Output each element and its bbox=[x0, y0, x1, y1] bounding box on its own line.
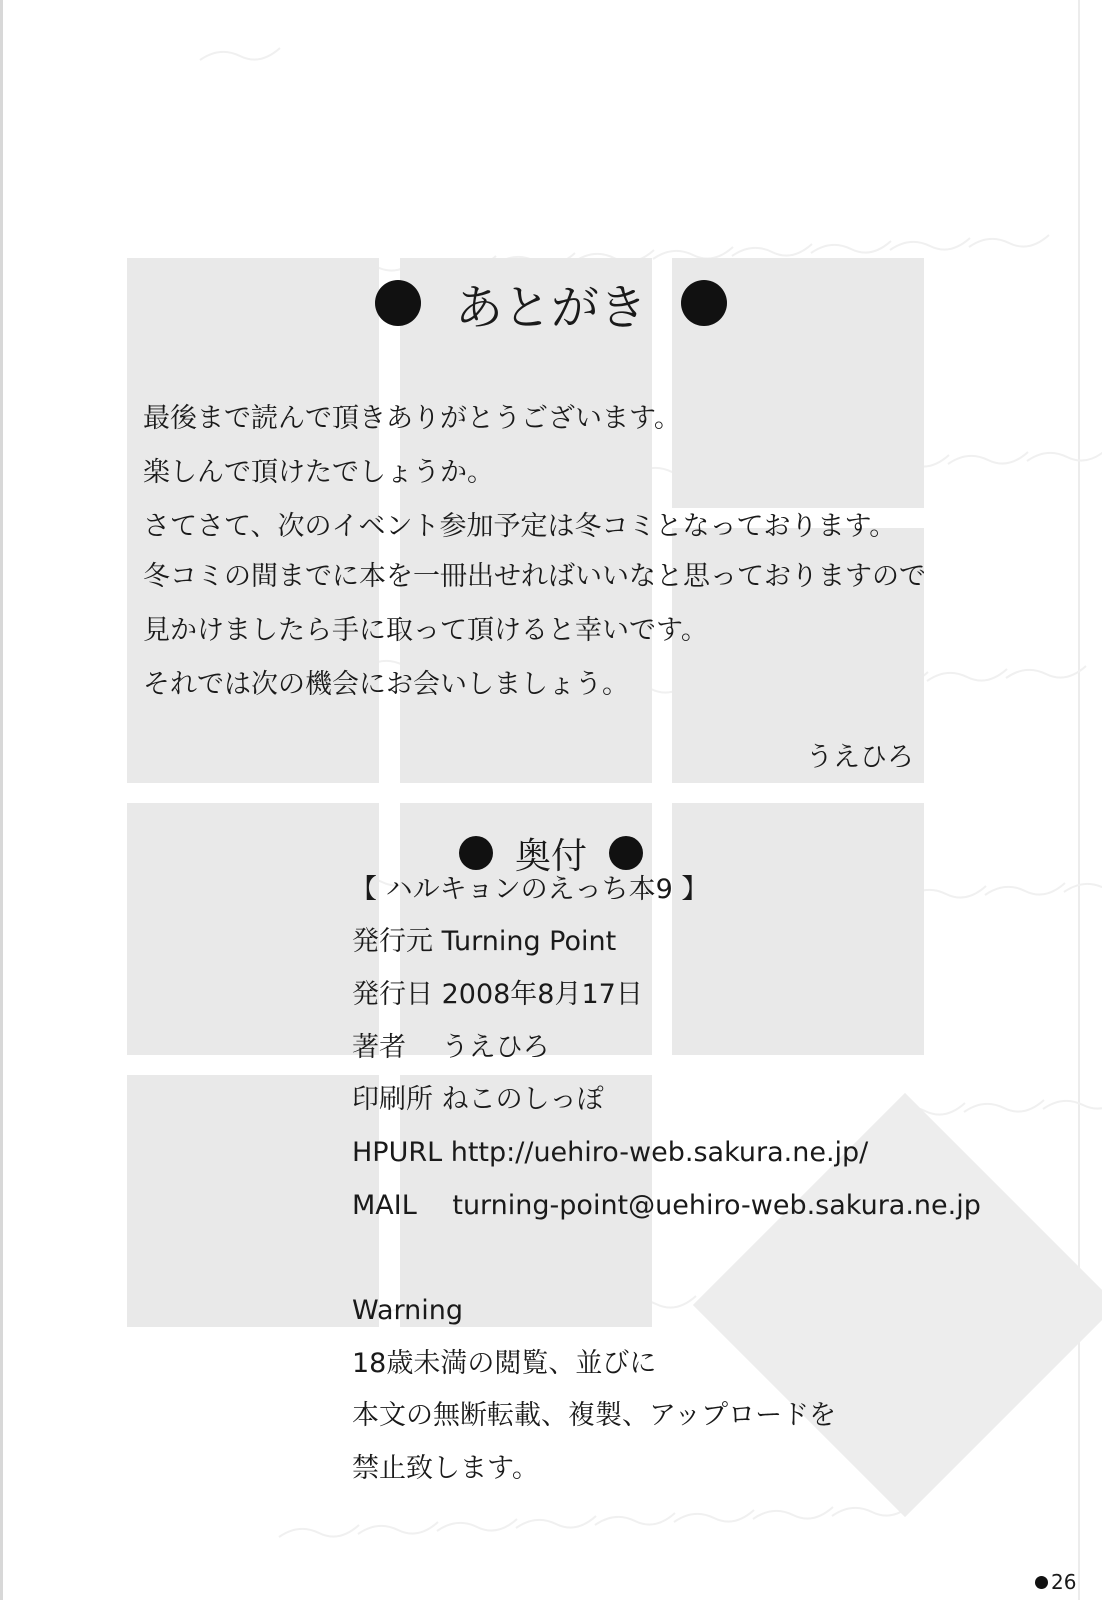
bullet-dot-icon bbox=[681, 280, 727, 326]
texture-stroke bbox=[1027, 449, 1102, 461]
texture-stroke bbox=[200, 48, 280, 60]
texture-stroke bbox=[595, 1513, 675, 1525]
texture-stroke bbox=[948, 452, 1028, 464]
texture-stroke bbox=[890, 238, 970, 250]
texture-stroke bbox=[969, 235, 1049, 247]
afterword-line: 冬コミの間までに本を一冊出せればいいなと思っておりますので bbox=[143, 561, 926, 592]
texture-stroke bbox=[674, 1510, 754, 1522]
colophon-title: 奥付 bbox=[514, 835, 587, 877]
page-number-value: 26 bbox=[1051, 1570, 1077, 1594]
bullet-dot-icon bbox=[1035, 1576, 1048, 1589]
texture-stroke bbox=[927, 669, 1007, 681]
texture-stroke bbox=[985, 883, 1065, 895]
texture-stroke bbox=[753, 1507, 833, 1519]
afterword-line: それでは次の機会にお会いしましょう。 bbox=[143, 669, 629, 700]
afterword-signature: うえひろ bbox=[806, 742, 914, 773]
warning-line: 本文の無断転載、複製、アップロードを bbox=[352, 1400, 837, 1431]
colophon-printer: 印刷所 ねこのしっぽ bbox=[352, 1084, 604, 1115]
colophon-publisher: 発行元 Turning Point bbox=[352, 926, 617, 957]
texture-stroke bbox=[811, 241, 891, 253]
warning-title: Warning bbox=[352, 1295, 464, 1326]
afterword-heading bbox=[0, 268, 1102, 338]
afterword-line: さてさて、次のイベント参加予定は冬コミとなっております。 bbox=[143, 511, 897, 542]
warning-line: 禁止致します。 bbox=[352, 1453, 539, 1484]
texture-stroke bbox=[516, 1516, 596, 1528]
afterword-title: あとがき bbox=[454, 279, 647, 336]
page-number bbox=[1035, 1570, 1076, 1594]
texture-stroke bbox=[1006, 666, 1086, 678]
afterword-line: 最後まで読んで頂きありがとうございます。 bbox=[143, 403, 681, 434]
colophon-book-title: 【 ハルキョンのえっち本9 】 bbox=[350, 874, 709, 905]
bullet-dot-icon bbox=[375, 280, 421, 326]
texture-stroke bbox=[1043, 1097, 1102, 1109]
colophon-heading bbox=[0, 825, 1102, 881]
afterword-line: 楽しんで頂けたでしょうか。 bbox=[143, 457, 494, 488]
texture-stroke bbox=[1064, 880, 1102, 892]
texture-stroke bbox=[358, 1522, 438, 1534]
colophon-url: HPURL http://uehiro-web.sakura.ne.jp/ bbox=[352, 1137, 869, 1168]
texture-stroke bbox=[964, 1100, 1044, 1112]
texture-stroke bbox=[732, 244, 812, 256]
warning-line: 18歳未満の閲覧、並びに bbox=[352, 1348, 657, 1379]
colophon-date: 発行日 2008年8月17日 bbox=[352, 979, 643, 1010]
colophon-mail: MAIL turning-point@uehiro-web.sakura.ne.jp bbox=[352, 1190, 981, 1221]
afterword-line: 見かけましたら手に取って頂けると幸いです。 bbox=[143, 615, 708, 646]
texture-stroke bbox=[437, 1519, 517, 1531]
colophon-author: 著者 うえひろ bbox=[352, 1032, 550, 1063]
bullet-dot-icon bbox=[609, 836, 643, 870]
bullet-dot-icon bbox=[459, 836, 493, 870]
texture-stroke bbox=[279, 1525, 359, 1537]
bg-panel bbox=[127, 1075, 379, 1327]
